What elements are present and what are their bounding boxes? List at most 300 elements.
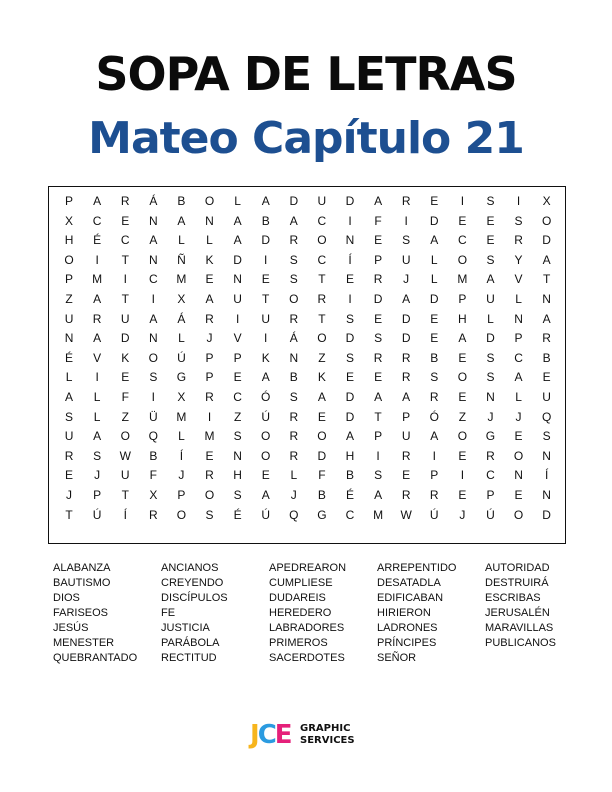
grid-cell[interactable]: P	[93, 487, 102, 502]
grid-cell[interactable]: A	[93, 429, 102, 444]
grid-cell[interactable]: N	[233, 448, 242, 463]
grid-cell[interactable]: X	[542, 194, 551, 208]
grid-cell[interactable]: D	[373, 291, 383, 306]
grid-cell[interactable]: S	[345, 350, 354, 365]
grid-cell[interactable]: I	[460, 468, 465, 483]
grid-cell[interactable]: T	[262, 291, 270, 306]
grid-cell[interactable]: S	[486, 350, 495, 365]
grid-cell[interactable]: L	[178, 429, 185, 444]
grid-cell[interactable]: A	[317, 389, 326, 404]
grid-cell[interactable]: S	[233, 487, 242, 502]
grid-cell[interactable]: U	[120, 311, 130, 326]
grid-cell[interactable]: X	[177, 291, 186, 306]
grid-cell[interactable]: S	[374, 331, 383, 346]
grid-cell[interactable]: J	[459, 507, 466, 522]
grid-cell[interactable]: P	[374, 252, 383, 267]
grid-cell[interactable]: Z	[65, 291, 73, 306]
grid-cell[interactable]: I	[460, 194, 465, 208]
grid-cell[interactable]: P	[514, 331, 523, 346]
grid-cell[interactable]: E	[402, 468, 411, 483]
grid-cell[interactable]: N	[148, 252, 158, 267]
grid-cell[interactable]: A	[93, 194, 102, 208]
grid-cell[interactable]: L	[515, 291, 522, 306]
grid-cell[interactable]: A	[65, 389, 74, 404]
grid-cell[interactable]: Z	[121, 409, 129, 424]
grid-cell[interactable]: P	[233, 350, 242, 365]
grid-cell[interactable]: E	[374, 233, 383, 248]
grid-cell[interactable]: U	[317, 194, 327, 208]
grid-cell[interactable]: C	[120, 233, 130, 248]
grid-cell[interactable]: O	[541, 213, 552, 228]
grid-cell[interactable]: Ú	[429, 507, 439, 522]
grid-cell[interactable]: Á	[177, 311, 186, 326]
grid-cell[interactable]: O	[317, 233, 327, 248]
grid-cell[interactable]: R	[205, 311, 214, 326]
grid-cell[interactable]: R	[289, 429, 299, 444]
grid-cell[interactable]: S	[205, 507, 214, 522]
grid-cell[interactable]: S	[486, 252, 495, 267]
grid-cell[interactable]: D	[542, 507, 551, 522]
grid-cell[interactable]: I	[123, 272, 127, 287]
grid-cell[interactable]: J	[487, 409, 494, 424]
grid-cell[interactable]: I	[207, 409, 212, 424]
grid-cell[interactable]: Ú	[261, 409, 271, 424]
grid-cell[interactable]: E	[458, 350, 467, 365]
grid-cell[interactable]: U	[486, 291, 495, 306]
grid-cell[interactable]: Á	[149, 194, 158, 208]
grid-cell[interactable]: O	[261, 429, 271, 444]
grid-cell[interactable]: N	[514, 311, 523, 326]
grid-cell[interactable]: S	[289, 252, 298, 267]
grid-cell[interactable]: D	[289, 194, 299, 208]
grid-cell[interactable]: C	[514, 350, 523, 365]
grid-cell[interactable]: F	[318, 468, 326, 483]
grid-cell[interactable]: X	[177, 389, 186, 404]
grid-cell[interactable]: D	[317, 448, 327, 463]
grid-cell[interactable]: S	[402, 233, 411, 248]
grid-cell[interactable]: S	[233, 429, 242, 444]
grid-cell[interactable]: Ó	[261, 389, 271, 404]
grid-cell[interactable]: A	[374, 194, 383, 208]
grid-cell[interactable]: Ñ	[177, 252, 186, 267]
grid-cell[interactable]: R	[401, 350, 411, 365]
grid-cell[interactable]: V	[514, 272, 523, 287]
grid-cell[interactable]: R	[120, 194, 130, 208]
grid-cell[interactable]: Í	[179, 448, 184, 463]
grid-cell[interactable]: S	[542, 429, 551, 444]
grid-cell[interactable]: Y	[514, 252, 523, 267]
grid-cell[interactable]: A	[402, 389, 411, 404]
grid-cell[interactable]: I	[95, 252, 99, 267]
grid-cell[interactable]: A	[430, 233, 439, 248]
grid-cell[interactable]: A	[261, 370, 270, 385]
grid-cell[interactable]: A	[93, 331, 102, 346]
grid-cell[interactable]: R	[401, 448, 411, 463]
grid-cell[interactable]: I	[516, 194, 521, 208]
grid-cell[interactable]: I	[348, 213, 352, 228]
grid-cell[interactable]: S	[345, 311, 354, 326]
grid-cell[interactable]: R	[317, 291, 327, 306]
grid-cell[interactable]: R	[429, 389, 439, 404]
grid-cell[interactable]: P	[205, 350, 214, 365]
grid-cell[interactable]: O	[120, 429, 130, 444]
grid-cell[interactable]: C	[317, 213, 327, 228]
grid-cell[interactable]: U	[401, 252, 411, 267]
grid-cell[interactable]: Z	[318, 350, 326, 365]
grid-cell[interactable]: P	[65, 194, 74, 208]
grid-cell[interactable]: A	[486, 272, 495, 287]
grid-cell[interactable]: Ú	[261, 507, 271, 522]
grid-cell[interactable]: Z	[458, 409, 467, 424]
grid-cell[interactable]: E	[458, 487, 467, 502]
grid-cell[interactable]: O	[204, 194, 215, 208]
grid-cell[interactable]: U	[120, 468, 130, 483]
grid-cell[interactable]: D	[345, 331, 355, 346]
grid-cell[interactable]: I	[235, 311, 240, 326]
grid-cell[interactable]: N	[148, 213, 158, 228]
grid-cell[interactable]: L	[206, 233, 213, 248]
grid-cell[interactable]: P	[402, 409, 411, 424]
grid-cell[interactable]: F	[121, 389, 129, 404]
grid-cell[interactable]: R	[542, 331, 551, 346]
grid-cell[interactable]: D	[401, 331, 411, 346]
grid-cell[interactable]: C	[345, 507, 355, 522]
grid-cell[interactable]: U	[64, 311, 74, 326]
grid-cell[interactable]: R	[289, 233, 299, 248]
grid-cell[interactable]: T	[318, 272, 326, 287]
grid-cell[interactable]: O	[457, 252, 468, 267]
grid-cell[interactable]: R	[486, 448, 495, 463]
grid-cell[interactable]: É	[345, 487, 354, 502]
grid-cell[interactable]: O	[513, 448, 524, 463]
grid-cell[interactable]: U	[401, 429, 411, 444]
grid-cell[interactable]: J	[290, 487, 297, 502]
grid-cell[interactable]: A	[93, 291, 102, 306]
grid-cell[interactable]: J	[94, 468, 101, 483]
grid-cell[interactable]: R	[289, 311, 299, 326]
grid-cell[interactable]: G	[317, 507, 327, 522]
grid-cell[interactable]: K	[121, 350, 130, 365]
grid-cell[interactable]: S	[430, 370, 439, 385]
grid-cell[interactable]: B	[430, 350, 439, 365]
grid-cell[interactable]: P	[177, 487, 186, 502]
grid-cell[interactable]: Ú	[92, 507, 102, 522]
grid-cell[interactable]: B	[289, 370, 298, 385]
grid-cell[interactable]: E	[374, 311, 383, 326]
grid-cell[interactable]: I	[432, 448, 436, 463]
grid-cell[interactable]: G	[176, 370, 187, 385]
grid-cell[interactable]: Ú	[177, 350, 186, 365]
grid-cell[interactable]: E	[486, 213, 495, 228]
grid-cell[interactable]: O	[317, 429, 327, 444]
grid-cell[interactable]: B	[317, 487, 326, 502]
grid-cell[interactable]: J	[66, 487, 73, 502]
grid-cell[interactable]: K	[261, 350, 270, 365]
grid-cell[interactable]: Ü	[148, 409, 158, 424]
grid-cell[interactable]: K	[205, 252, 214, 267]
grid-cell[interactable]: T	[318, 311, 326, 326]
grid-cell[interactable]: R	[401, 370, 411, 385]
grid-cell[interactable]: H	[458, 311, 467, 326]
grid-cell[interactable]: L	[93, 409, 101, 424]
grid-cell[interactable]: A	[233, 213, 242, 228]
grid-cell[interactable]: H	[64, 233, 74, 248]
grid-cell[interactable]: F	[149, 468, 157, 483]
grid-cell[interactable]: J	[403, 272, 410, 287]
grid-cell[interactable]: O	[317, 331, 327, 346]
grid-cell[interactable]: D	[542, 233, 551, 248]
grid-cell[interactable]: D	[401, 311, 411, 326]
grid-cell[interactable]: E	[233, 370, 242, 385]
grid-cell[interactable]: D	[429, 213, 439, 228]
grid-cell[interactable]: I	[264, 252, 268, 267]
grid-cell[interactable]: L	[234, 194, 241, 208]
grid-cell[interactable]: M	[176, 272, 187, 287]
grid-cell[interactable]: Ó	[429, 409, 439, 424]
grid-cell[interactable]: L	[178, 233, 185, 248]
grid-cell[interactable]: D	[345, 409, 355, 424]
grid-cell[interactable]: T	[374, 409, 382, 424]
grid-cell[interactable]: M	[373, 507, 384, 522]
grid-cell[interactable]: C	[148, 272, 158, 287]
grid-cell[interactable]: N	[514, 468, 523, 483]
grid-cell[interactable]: R	[429, 487, 439, 502]
grid-cell[interactable]: A	[233, 233, 242, 248]
grid-cell[interactable]: N	[542, 487, 551, 502]
grid-cell[interactable]: N	[542, 291, 551, 306]
grid-cell[interactable]: B	[261, 213, 270, 228]
grid-cell[interactable]: E	[261, 468, 270, 483]
grid-cell[interactable]: S	[289, 272, 298, 287]
grid-cell[interactable]: S	[374, 468, 383, 483]
grid-cell[interactable]: Í	[123, 507, 127, 522]
grid-cell[interactable]: G	[485, 429, 496, 444]
grid-cell[interactable]: I	[151, 389, 155, 404]
grid-cell[interactable]: C	[233, 389, 242, 404]
grid-cell[interactable]: L	[487, 311, 494, 326]
grid-cell[interactable]: L	[430, 252, 438, 267]
grid-cell[interactable]: V	[233, 331, 242, 346]
grid-cell[interactable]: F	[374, 213, 382, 228]
grid-cell[interactable]: C	[486, 468, 495, 483]
grid-cell[interactable]: S	[93, 448, 102, 463]
grid-cell[interactable]: A	[402, 291, 411, 306]
grid-cell[interactable]: E	[486, 233, 495, 248]
grid-cell[interactable]: A	[261, 487, 270, 502]
grid-cell[interactable]: D	[345, 389, 355, 404]
grid-cell[interactable]: D	[429, 291, 439, 306]
grid-cell[interactable]: T	[121, 291, 129, 306]
grid-cell[interactable]: T	[542, 272, 551, 287]
grid-cell[interactable]: A	[542, 252, 551, 267]
grid-cell[interactable]: I	[376, 448, 380, 463]
grid-cell[interactable]: A	[458, 331, 467, 346]
grid-cell[interactable]: O	[289, 291, 299, 306]
grid-cell[interactable]: E	[514, 429, 523, 444]
grid-cell[interactable]: L	[290, 468, 298, 483]
grid-cell[interactable]: J	[206, 331, 213, 346]
grid-cell[interactable]: U	[261, 311, 271, 326]
grid-cell[interactable]: N	[289, 350, 299, 365]
grid-cell[interactable]: N	[64, 331, 74, 346]
grid-cell[interactable]: S	[514, 213, 523, 228]
grid-cell[interactable]: D	[120, 331, 130, 346]
grid-cell[interactable]: S	[486, 194, 495, 208]
grid-cell[interactable]: P	[374, 429, 383, 444]
grid-cell[interactable]: Q	[148, 429, 158, 444]
grid-cell[interactable]: D	[345, 194, 355, 208]
grid-cell[interactable]: Á	[289, 331, 298, 346]
grid-cell[interactable]: W	[400, 507, 412, 522]
grid-cell[interactable]: B	[542, 350, 551, 365]
grid-cell[interactable]: C	[458, 233, 467, 248]
grid-cell[interactable]: L	[515, 389, 522, 404]
grid-cell[interactable]: R	[205, 468, 214, 483]
grid-cell[interactable]: S	[149, 370, 158, 385]
grid-cell[interactable]: E	[430, 194, 439, 208]
grid-cell[interactable]: É	[233, 507, 242, 522]
grid-cell[interactable]: O	[457, 429, 468, 444]
grid-cell[interactable]: E	[458, 213, 467, 228]
grid-cell[interactable]: R	[148, 507, 158, 522]
grid-cell[interactable]: Ú	[486, 507, 495, 522]
grid-cell[interactable]: D	[233, 252, 242, 267]
grid-cell[interactable]: R	[514, 233, 523, 248]
grid-cell[interactable]: R	[401, 194, 411, 208]
grid-cell[interactable]: L	[430, 272, 438, 287]
grid-cell[interactable]: T	[121, 487, 129, 502]
grid-cell[interactable]: N	[233, 272, 242, 287]
grid-cell[interactable]: A	[374, 487, 383, 502]
grid-cell[interactable]: N	[148, 331, 158, 346]
grid-cell[interactable]: É	[93, 233, 102, 248]
grid-cell[interactable]: N	[486, 389, 495, 404]
grid-cell[interactable]: I	[404, 213, 408, 228]
grid-cell[interactable]: O	[457, 370, 468, 385]
grid-cell[interactable]: R	[92, 311, 102, 326]
grid-cell[interactable]: E	[458, 448, 467, 463]
grid-cell[interactable]: J	[515, 409, 522, 424]
grid-cell[interactable]: D	[261, 233, 271, 248]
grid-cell[interactable]: M	[204, 429, 215, 444]
grid-cell[interactable]: R	[401, 487, 411, 502]
grid-cell[interactable]: A	[430, 429, 439, 444]
grid-cell[interactable]: V	[93, 350, 102, 365]
grid-cell[interactable]: U	[542, 389, 551, 404]
grid-cell[interactable]: M	[92, 272, 103, 287]
grid-cell[interactable]: E	[345, 370, 354, 385]
grid-cell[interactable]: E	[121, 213, 130, 228]
grid-cell[interactable]: Q	[289, 507, 299, 522]
grid-cell[interactable]: L	[93, 389, 101, 404]
grid-cell[interactable]: K	[317, 370, 326, 385]
grid-cell[interactable]: N	[205, 213, 214, 228]
grid-cell[interactable]: E	[430, 331, 439, 346]
grid-cell[interactable]: O	[204, 487, 215, 502]
grid-cell[interactable]: A	[261, 194, 270, 208]
grid-cell[interactable]: P	[458, 291, 467, 306]
grid-cell[interactable]: A	[542, 311, 551, 326]
grid-cell[interactable]: R	[64, 448, 74, 463]
grid-cell[interactable]: M	[176, 409, 187, 424]
grid-cell[interactable]: U	[233, 291, 242, 306]
grid-cell[interactable]: M	[457, 272, 468, 287]
grid-cell[interactable]: R	[289, 409, 299, 424]
grid-cell[interactable]: P	[65, 272, 74, 287]
grid-cell[interactable]: É	[65, 350, 74, 365]
grid-cell[interactable]: S	[65, 409, 74, 424]
grid-cell[interactable]: E	[65, 468, 74, 483]
grid-cell[interactable]: E	[374, 370, 383, 385]
grid-cell[interactable]: S	[289, 389, 298, 404]
grid-cell[interactable]: A	[289, 213, 298, 228]
grid-cell[interactable]: E	[121, 370, 130, 385]
grid-cell[interactable]: A	[149, 311, 158, 326]
grid-cell[interactable]: I	[264, 331, 268, 346]
grid-cell[interactable]: E	[345, 272, 354, 287]
grid-cell[interactable]: E	[514, 487, 523, 502]
grid-cell[interactable]: O	[64, 252, 74, 267]
grid-cell[interactable]: T	[65, 507, 73, 522]
grid-cell[interactable]: A	[149, 233, 158, 248]
grid-cell[interactable]: E	[317, 409, 326, 424]
grid-cell[interactable]: A	[345, 429, 354, 444]
grid-cell[interactable]: O	[261, 448, 271, 463]
grid-cell[interactable]: E	[261, 272, 270, 287]
grid-cell[interactable]: E	[430, 311, 439, 326]
grid-cell[interactable]: J	[178, 468, 185, 483]
grid-cell[interactable]: D	[486, 331, 495, 346]
grid-cell[interactable]: P	[486, 487, 495, 502]
grid-cell[interactable]: E	[458, 389, 467, 404]
grid-cell[interactable]: Q	[541, 409, 552, 424]
grid-cell[interactable]: E	[542, 370, 551, 385]
grid-cell[interactable]: O	[513, 507, 524, 522]
grid-cell[interactable]: P	[430, 468, 439, 483]
grid-cell[interactable]: T	[121, 252, 129, 267]
grid-cell[interactable]: R	[373, 350, 383, 365]
grid-cell[interactable]: P	[205, 370, 214, 385]
grid-cell[interactable]: O	[176, 507, 187, 522]
grid-cell[interactable]: N	[345, 233, 355, 248]
grid-cell[interactable]: X	[65, 213, 74, 228]
grid-cell[interactable]: I	[95, 370, 99, 385]
grid-cell[interactable]: A	[205, 291, 214, 306]
grid-cell[interactable]: C	[92, 213, 102, 228]
grid-cell[interactable]: A	[374, 389, 383, 404]
grid-cell[interactable]: C	[317, 252, 327, 267]
grid-cell[interactable]: X	[149, 487, 158, 502]
grid-cell[interactable]: E	[205, 272, 214, 287]
grid-cell[interactable]: B	[149, 448, 158, 463]
grid-cell[interactable]: H	[233, 468, 242, 483]
grid-cell[interactable]: A	[177, 213, 186, 228]
grid-cell[interactable]: E	[205, 448, 214, 463]
grid-cell[interactable]: W	[119, 448, 131, 463]
grid-cell[interactable]: N	[542, 448, 551, 463]
grid-cell[interactable]: B	[177, 194, 186, 208]
grid-cell[interactable]: Í	[544, 468, 549, 483]
grid-cell[interactable]: R	[289, 448, 299, 463]
grid-cell[interactable]: Z	[233, 409, 242, 424]
grid-cell[interactable]: O	[148, 350, 158, 365]
grid-cell[interactable]: L	[178, 331, 185, 346]
grid-cell[interactable]: I	[151, 291, 155, 306]
grid-cell[interactable]: U	[64, 429, 74, 444]
grid-cell[interactable]: L	[65, 370, 73, 385]
grid-cell[interactable]: R	[373, 272, 383, 287]
grid-cell[interactable]: I	[348, 291, 352, 306]
